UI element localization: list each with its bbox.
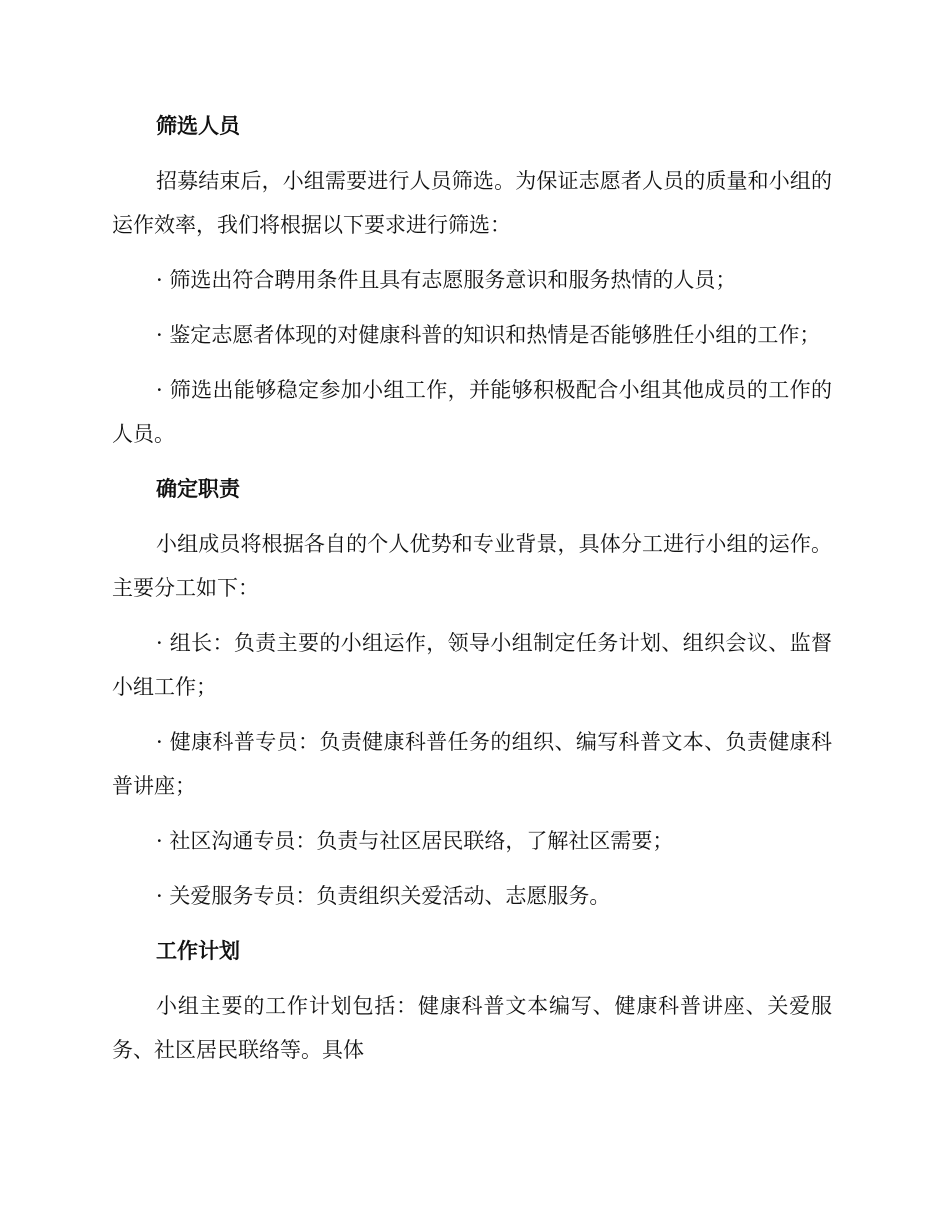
document-page xyxy=(112,104,832,1083)
section-heading: 工作计划 xyxy=(156,939,240,963)
bullet-item: · 组长：负责主要的小组运作，领导小组制定任务计划、组织会议、监督小组工作； xyxy=(112,631,832,699)
bullet-item: · 筛选出能够稳定参加小组工作，并能够积极配合小组其他成员的工作的人员。 xyxy=(112,378,832,446)
section-responsibilities xyxy=(112,467,832,918)
bullet-item: · 关爱服务专员：负责组织关爱活动、志愿服务。 xyxy=(156,884,611,908)
bullet-item: · 筛选出符合聘用条件且具有志愿服务意识和服务热情的人员； xyxy=(156,268,737,292)
paragraph: 小组主要的工作计划包括：健康科普文本编写、健康科普讲座、关爱服务、社区居民联络等。具体 xyxy=(112,994,832,1062)
bullet-item: · 鉴定志愿者体现的对健康科普的知识和热情是否能够胜任小组的工作； xyxy=(156,323,821,347)
bullet-item: · 健康科普专员：负责健康科普任务的组织、编写科普文本、负责健康科普讲座； xyxy=(112,730,832,798)
bullet-item: · 社区沟通专员：负责与社区居民联络，了解社区需要； xyxy=(156,829,674,853)
paragraph: 招募结束后，小组需要进行人员筛选。为保证志愿者人员的质量和小组的运作效率，我们将根据以下要求进行筛选： xyxy=(112,169,832,237)
paragraph: 小组成员将根据各自的个人优势和专业背景，具体分工进行小组的运作。主要分工如下： xyxy=(112,532,832,600)
section-work-plan xyxy=(112,929,832,1072)
section-screening xyxy=(112,104,832,456)
section-heading: 筛选人员 xyxy=(156,114,240,138)
section-heading: 确定职责 xyxy=(156,477,240,501)
